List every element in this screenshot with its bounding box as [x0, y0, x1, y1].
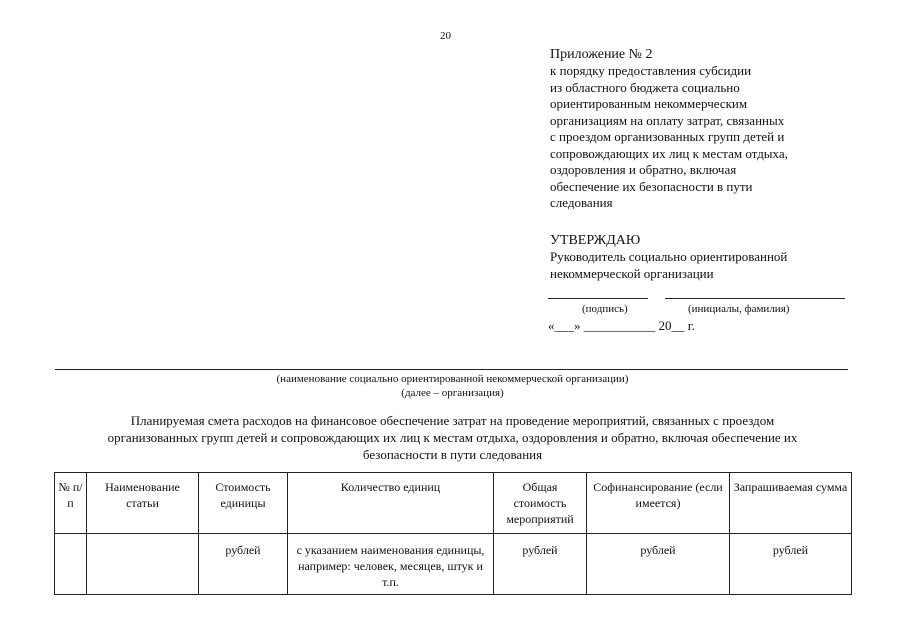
organization-name-line: [55, 369, 848, 370]
annex-line: сопровождающих их лиц к местам отдыха,: [550, 145, 788, 161]
smeta-title-line: Планируемая смета расходов на финансовое обеспечение затрат на проведение мероприятий, связанных с проездом: [130, 413, 775, 428]
units-cell-quantity: с указанием наименования единицы, например: человек, месяцев, штук и т.п.: [288, 534, 494, 595]
header-cell-number: № п/п: [55, 473, 87, 534]
header-cell-requested: Запрашиваемая сумма: [730, 473, 852, 534]
approval-date: «___» ___________ 20__ г.: [548, 318, 695, 333]
smeta-title-line: безопасности в пути следования: [362, 447, 543, 462]
annex-line: к порядку предоставления субсидии: [550, 63, 752, 78]
annex-line: организациям на оплату затрат, связанных: [550, 112, 785, 128]
units-cell-number: [55, 534, 87, 595]
annex-line: обеспечение их безопасности в пути: [550, 178, 753, 194]
organization-subcaption: (далее – организация): [401, 387, 504, 399]
budget-table: [54, 472, 852, 595]
header-cell-quantity: Количество единиц: [288, 473, 494, 534]
annex-line: ориентированным некоммерческим: [550, 96, 748, 111]
units-cell-total-cost: рублей: [494, 534, 587, 595]
page-number: 20: [440, 30, 451, 42]
smeta-title-line: организованных групп детей и сопровождающих их лиц к местам отдыха, оздоровления и обратно, включая обеспечение их: [107, 430, 798, 445]
annex-title: Приложение № 2: [550, 47, 653, 62]
approval-block: [550, 232, 870, 282]
units-cell-item: [87, 534, 199, 595]
units-cell-unit-cost: рублей: [199, 534, 288, 595]
units-cell-cofinancing: рублей: [587, 534, 730, 595]
units-cell-requested: рублей: [730, 534, 852, 595]
annex-line: из областного бюджета социально: [550, 79, 740, 95]
annex-line: с проездом организованных групп детей и: [550, 129, 785, 144]
annex-block: [550, 46, 850, 212]
organization-caption: (наименование социально ориентированной некоммерческой организации): [276, 373, 629, 385]
table-units-row: [55, 534, 852, 595]
annex-line: следования: [550, 195, 613, 210]
name-line: [665, 298, 845, 299]
header-cell-unit-cost: Стоимость единицы: [199, 473, 288, 534]
approval-line: Руководитель социально ориентированной: [550, 249, 788, 264]
header-cell-item: Наименование статьи: [87, 473, 199, 534]
table-header-row: [55, 473, 852, 534]
approval-title: УТВЕРЖДАЮ: [550, 233, 641, 248]
smeta-title: [50, 412, 855, 463]
signature-caption: (подпись): [582, 303, 628, 315]
annex-line: оздоровления и обратно, включая: [550, 162, 737, 177]
signature-line: [548, 298, 648, 299]
name-caption: (инициалы, фамилия): [688, 303, 790, 315]
approval-line: некоммерческой организации: [550, 265, 714, 281]
header-cell-total-cost: Общая стоимость мероприятий: [494, 473, 587, 534]
header-cell-cofinancing: Софинансирование (если имеется): [587, 473, 730, 534]
